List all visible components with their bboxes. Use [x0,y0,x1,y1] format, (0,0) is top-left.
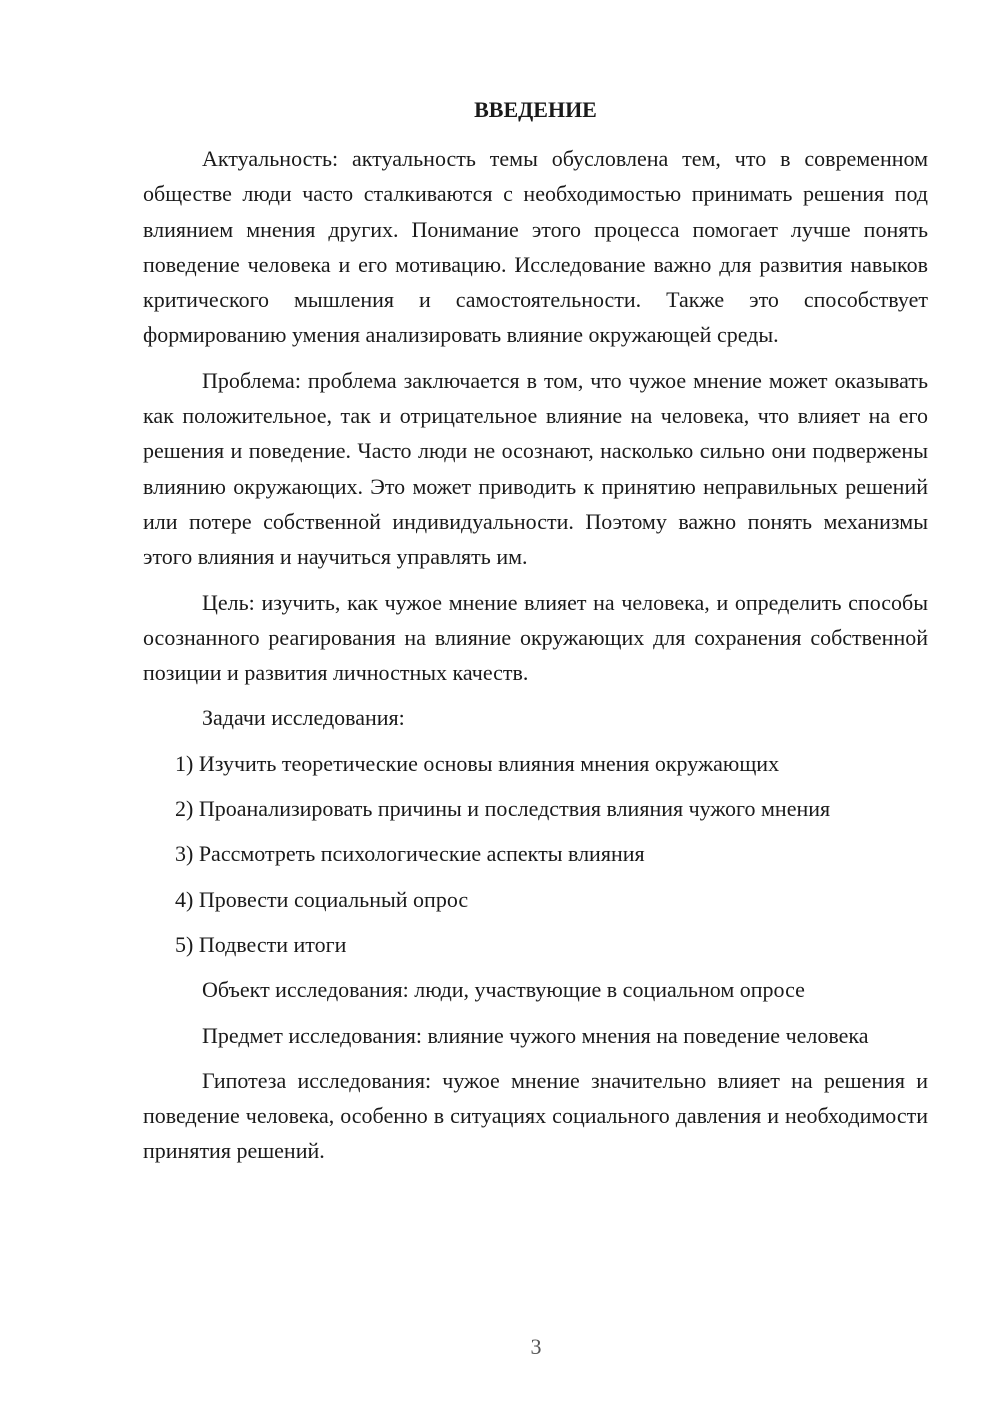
relevance-paragraph: Актуальность: актуальность темы обусловлена тем, что в современном обществе люди часто сталкиваются с необходимостью принимать решения под влиянием мнения других. Понимание этого процесса помогает лучше понять поведение человека и его мотивацию. Исследование важно для развития навыков критического мышления и самостоятельности. Также это способствует формированию умения анализировать влияние окружающей среды. [143,146,928,348]
tasks-heading: Задачи исследования: [202,705,405,731]
tasks-list [143,746,928,962]
page-number: 3 [530,1334,542,1359]
hypothesis-paragraph: Гипотеза исследования: чужое мнение значительно влияет на решения и поведение человека, особенно в ситуациях социального давления и необходимости принятия решений. [143,1067,928,1164]
section-heading: ВВЕДЕНИЕ [474,97,597,122]
object-paragraph: Объект исследования: люди, участвующие в социальном опросе [202,977,805,1003]
subject-paragraph: Предмет исследования: влияние чужого мнения на поведение человека [202,1022,869,1048]
task-item: 1) Изучить теоретические основы влияния мнения окружающих [175,750,780,776]
task-item: 5) Подвести итоги [175,931,347,957]
task-item: 4) Провести социальный опрос [175,886,469,912]
problem-paragraph: Проблема: проблема заключается в том, что чужое мнение может оказывать как положительное, так и отрицательное влияние на человека, что влияет на его решения и поведение. Часто люди не осознают, насколько сильно они подвержены влиянию окружающих. Это может приводить к принятию неправильных решений или потере собственной индивидуальности. Поэтому важно понять механизмы этого влияния и научиться управлять им. [143,367,928,570]
task-item: 3) Рассмотреть психологические аспекты влияния [175,841,645,867]
task-item: 2) Проанализировать причины и последствия влияния чужого мнения [175,796,831,822]
page-content [143,92,928,1179]
goal-paragraph: Цель: изучить, как чужое мнение влияет на человека, и определить способы осознанного реагирования на влияние окружающих для сохранения собственной позиции и развития личностных качеств. [143,589,928,686]
